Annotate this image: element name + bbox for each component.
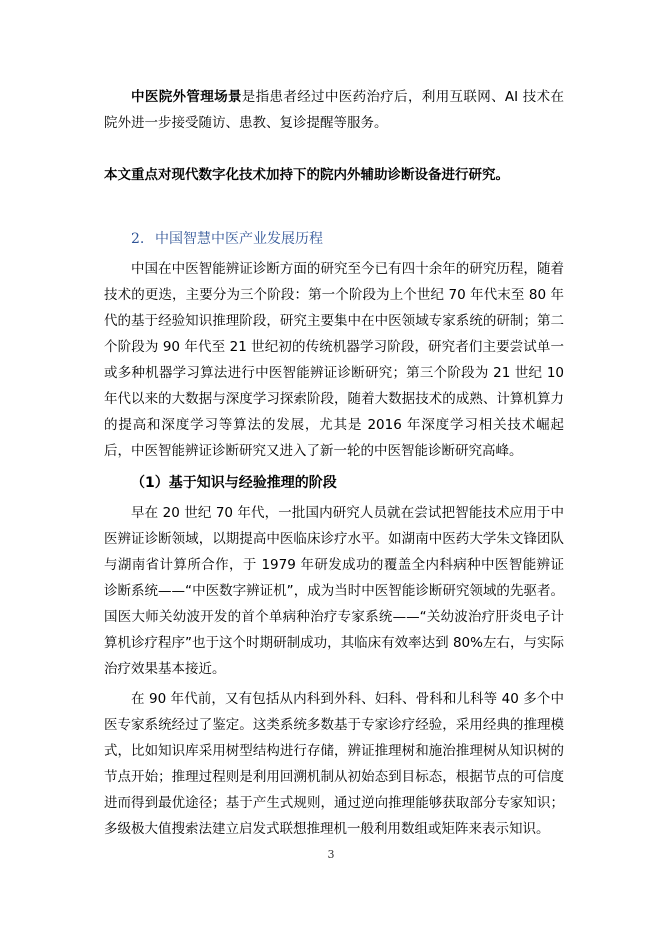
paragraph-history-overview: 中国在中医智能辨证诊断方面的研究至今已有四十余年的研究历程，随着技术的更迭，主要分为三个阶段：第一个阶段为上个世纪 70 年代末至 80 年代的基于经验知识推理阶段，研究主要集中在中医领域专家系统的研制；第二个阶段为 90 年代至 21 世纪初的传统机器学习阶段，研究者们主要尝试单一或多种机器学习算法进行中医智能辨证诊断研究；第三个阶段为 21 世纪 10 年代以来的大数据与深度学习探索阶段，随着大数据技术的成熟、计算机算力的提高和深度学习等算法的发展，尤其是 2016 年深度学习相关技术崛起后，中医智能辨证诊断研究又进入了新一轮的中医智能诊断研究高峰。 xyxy=(104,261,564,459)
subsection-heading: （1）基于知识与经验推理的阶段 xyxy=(131,475,337,491)
section-number: 2. xyxy=(131,231,145,247)
page-number: 3 xyxy=(327,848,335,861)
outside-scene-definition: 是指患者经过中医药治疗后，利用互联网、AI 技术在院外进一步接受随访、患教、复诊提醒等服务。 xyxy=(104,89,564,131)
paragraph-outside-hospital-scene xyxy=(104,84,564,136)
paragraph-1970s-research: 早在 20 世纪 70 年代，一批国内研究人员就在尝试把智能技术应用于中医辨证诊断领域，以期提高中医临床诊疗水平。如湖南中医药大学朱文锋团队与湖南省计算所合作，于 1979 年研发成功的覆盖全内科病种中医智能辨证诊断系统——“中医数字辨证机”，成为当时中医智能诊断研究领域的先驱者。国医大师关幼波开发的首个单病种治疗专家系统——“关幼波治疗肝炎电子计算机诊疗程序”也于这个时期研制成功，其临床有效率达到 80%左右，与实际治疗效果基本接近。 xyxy=(104,505,564,677)
paragraph-1990s-expert-systems: 在 90 年代前，又有包括从内科到外科、妇科、骨科和儿科等 40 多个中医专家系统经过了鉴定。这类系统多数基于专家诊疗经验，采用经典的推理模式，比如知识库采用树型结构进行存储，辨证推理树和施治推理树从知识树的节点开始；推理过程则是利用回溯机制从初始态到目标态，根据节点的可信度进而得到最优途径；基于产生式规则，通过逆向推理能够获取部分专家知识；多级极大值搜索法建立启发式联想推理机一般利用数组或矩阵来表示知识。 xyxy=(104,691,564,837)
outside-scene-term: 中医院外管理场景 xyxy=(131,89,242,105)
section-title: 中国智慧中医产业发展历程 xyxy=(155,231,323,247)
paragraph-research-focus: 本文重点对现代数字化技术加持下的院内外辅助诊断设备进行研究。 xyxy=(104,167,509,183)
page-content xyxy=(104,84,564,842)
section-heading xyxy=(104,226,564,252)
